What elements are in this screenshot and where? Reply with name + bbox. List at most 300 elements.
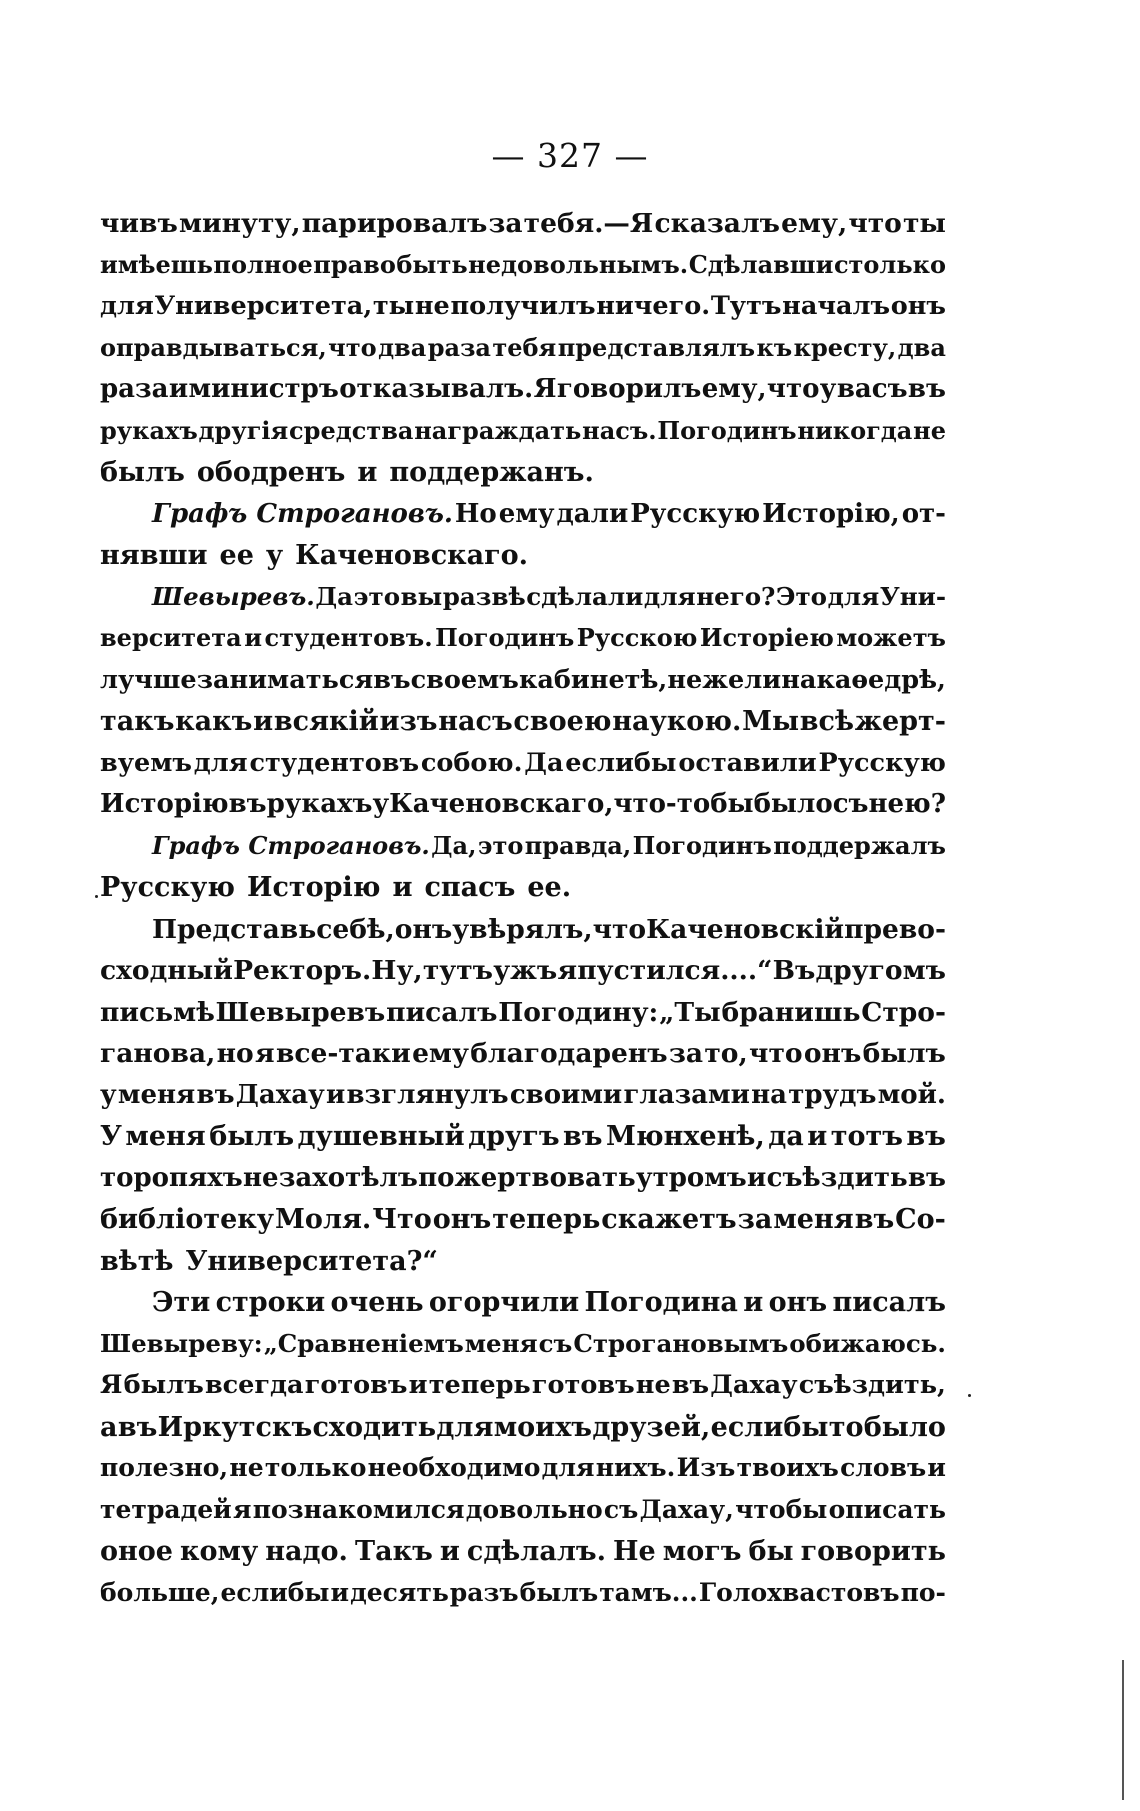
word: вы — [400, 581, 443, 611]
word: другъ — [468, 1121, 560, 1152]
word: Шевыревъ — [215, 996, 386, 1028]
word: больше, — [100, 1577, 220, 1607]
word: утромъ — [635, 1162, 747, 1193]
word: Погодина — [584, 1287, 738, 1318]
text-line — [100, 208, 946, 250]
word: скажетъ — [601, 1204, 737, 1235]
word: оправдываться, — [100, 332, 327, 362]
word: очень — [330, 1287, 424, 1318]
word: говорить — [800, 1536, 946, 1567]
word: Въ — [772, 955, 816, 986]
word: бы — [748, 1536, 794, 1567]
word: награждать — [414, 415, 582, 445]
word: что — [328, 332, 377, 362]
text-line — [100, 831, 946, 873]
word: торопяхъ — [100, 1162, 243, 1193]
word: Я — [100, 1370, 123, 1400]
word: всякій — [273, 706, 379, 737]
word: надо. — [265, 1536, 348, 1567]
word: сходный — [100, 955, 233, 986]
word: съѣздить, — [798, 1370, 946, 1400]
word: Голохвастовъ — [698, 1577, 900, 1607]
word: прево- — [844, 913, 946, 945]
word: благодаренъ — [470, 1038, 668, 1069]
word: увѣрялъ, — [452, 913, 593, 945]
word: описать — [828, 1494, 946, 1524]
word: кресту, — [793, 332, 897, 362]
word: бы — [710, 789, 754, 819]
word: Исторію, — [762, 498, 900, 529]
word: правда, — [524, 830, 632, 860]
word: вѣтѣ — [100, 1245, 174, 1277]
word: Русскою — [576, 623, 698, 652]
word: Исторію — [100, 789, 229, 819]
word: Каченовскаго, — [389, 789, 614, 819]
word: я — [255, 1038, 275, 1069]
word: въ — [373, 664, 411, 695]
word: ему — [498, 498, 555, 529]
word: и — [743, 1287, 764, 1318]
word: что — [749, 1038, 803, 1069]
word: нявши — [100, 540, 208, 571]
word: Русскую — [818, 747, 946, 778]
word: Каченовскій — [646, 913, 845, 945]
word: „Сравненіемъ — [263, 1328, 464, 1358]
word: онъ — [803, 1038, 862, 1069]
word: это — [353, 581, 401, 611]
word: мой. — [877, 1079, 946, 1110]
word: Такъ — [354, 1536, 433, 1567]
word: студентовъ. — [264, 623, 433, 652]
word: своемъ — [410, 664, 519, 695]
word: въ — [671, 1370, 710, 1400]
word: могъ — [662, 1536, 742, 1567]
text-line — [100, 1287, 946, 1329]
word: жерт- — [854, 706, 946, 737]
word: какъ — [175, 706, 253, 737]
word: ты — [372, 291, 415, 321]
word: не — [913, 415, 946, 445]
text-line — [100, 789, 946, 831]
text-line — [100, 1121, 946, 1163]
word: парировалъ — [301, 208, 488, 239]
word: онъ — [394, 913, 453, 945]
word: библіотеку — [100, 1204, 275, 1235]
word: Мы — [742, 706, 800, 737]
speaker-name: Графъ Строгановъ. — [152, 830, 430, 860]
word: меня — [464, 1328, 538, 1358]
word: меня — [117, 1079, 196, 1110]
word: у — [372, 789, 390, 819]
text-line — [100, 540, 946, 582]
text-line — [100, 623, 946, 665]
word: обижаюсь. — [789, 1328, 946, 1358]
word: не — [242, 1162, 279, 1193]
word: былъ — [209, 1121, 295, 1152]
word: и — [168, 374, 189, 404]
word: что — [766, 374, 820, 404]
word: былъ — [862, 1038, 946, 1069]
word: тамъ... — [599, 1577, 698, 1607]
text-line — [100, 1038, 946, 1080]
word: на — [781, 664, 817, 695]
word: Да — [315, 581, 354, 611]
text-line — [100, 1412, 946, 1454]
word: для — [541, 1453, 595, 1482]
word: недовольнымъ. — [468, 249, 689, 279]
word: за — [488, 208, 523, 239]
word: всегда — [204, 1370, 304, 1400]
word: представлялъ — [557, 332, 756, 362]
word: письмѣ — [100, 996, 215, 1028]
word: готовъ — [304, 1370, 408, 1400]
word: Эти — [152, 1287, 211, 1318]
word: Русскую — [630, 498, 761, 529]
word: „Ты — [659, 996, 721, 1028]
word: для — [193, 747, 248, 778]
word: ему, — [781, 208, 848, 239]
word: то, — [704, 1038, 748, 1069]
word: сказалъ — [654, 208, 780, 239]
word: необходимо — [367, 1453, 541, 1482]
word: Ну, — [371, 955, 423, 986]
word: въ — [196, 1079, 235, 1110]
word: Погодинъ — [657, 415, 797, 445]
word: Что — [372, 1204, 432, 1235]
word: Каченовскаго. — [295, 540, 529, 571]
word: Со- — [895, 1204, 946, 1235]
text-line — [100, 457, 946, 499]
word: ганова, — [100, 1038, 216, 1069]
word: тотъ — [830, 1121, 903, 1152]
word: и — [439, 1536, 460, 1567]
word: изъ — [379, 706, 438, 737]
word: нихъ. — [595, 1453, 676, 1482]
word: познакомился — [252, 1494, 465, 1524]
word: Дахау — [710, 1370, 798, 1400]
text-line — [100, 1163, 946, 1205]
word: онъ — [432, 1204, 492, 1235]
word: довольно — [465, 1494, 603, 1524]
word: за — [668, 1038, 704, 1069]
word: онъ — [890, 291, 946, 321]
word: и — [330, 1577, 350, 1607]
word: ободренъ — [196, 457, 346, 488]
word: душевный — [297, 1121, 465, 1152]
word: Строгановымъ — [573, 1328, 789, 1358]
text-line — [100, 1495, 946, 1537]
word: въ — [854, 1204, 895, 1235]
word: заниматься — [196, 664, 374, 695]
word: Русскую — [100, 872, 235, 903]
word: рукахъ — [266, 789, 373, 819]
text-line — [100, 250, 946, 292]
print-speck — [968, 1394, 971, 1397]
word: наукою. — [612, 706, 742, 737]
word: это — [477, 830, 524, 860]
word: полезно, — [100, 1453, 229, 1482]
body-text — [100, 208, 946, 1619]
word: былъ — [519, 1577, 599, 1607]
word: только — [264, 1453, 367, 1482]
word: дали — [556, 498, 629, 529]
word: было — [753, 789, 833, 819]
word: спасъ — [424, 872, 516, 903]
word: отказывалъ. — [339, 374, 534, 404]
word: ему — [412, 1038, 469, 1069]
word: а — [100, 1411, 118, 1443]
text-line — [100, 333, 946, 375]
word: я — [232, 1494, 252, 1524]
word: былъ — [100, 457, 185, 488]
text-line — [100, 291, 946, 333]
word: въ — [228, 789, 267, 819]
word: столько — [833, 249, 946, 279]
word: собою. — [420, 747, 523, 778]
word: и — [927, 1453, 946, 1482]
word: да — [768, 1121, 804, 1152]
word: ничего. — [596, 291, 711, 321]
word: своими — [509, 1079, 623, 1110]
word: Мюнхенѣ, — [606, 1121, 765, 1152]
word: насъ — [438, 706, 513, 737]
text-line — [100, 1536, 946, 1578]
word: еслибы — [565, 747, 677, 778]
word: ужъ — [493, 955, 558, 986]
word: Университета, — [154, 291, 373, 321]
speaker-name: Шевыревъ. — [152, 581, 315, 611]
word: Уни- — [879, 581, 946, 611]
word: и — [747, 1162, 767, 1193]
word: получилъ — [450, 291, 596, 321]
word: для — [436, 1411, 494, 1443]
word: Иркутскъ — [157, 1411, 313, 1443]
text-line — [100, 872, 946, 914]
word: еслибы — [710, 1411, 829, 1443]
word: для — [827, 581, 880, 611]
word: ты — [903, 208, 946, 239]
word: всѣ — [799, 706, 854, 737]
word: насъ. — [582, 415, 657, 445]
word: къ — [756, 332, 793, 362]
word: нею? — [868, 789, 946, 819]
word: съ — [832, 789, 869, 819]
word: у — [100, 1079, 117, 1110]
word: кабинетѣ, — [518, 664, 668, 695]
word: глазами — [623, 1079, 750, 1110]
word: сдѣлалъ. — [466, 1536, 606, 1567]
word: Ректоръ. — [233, 955, 372, 986]
word: въ — [563, 1121, 603, 1152]
word: кому — [180, 1536, 259, 1567]
word: сдѣлали — [526, 581, 644, 611]
word: въ — [907, 1162, 946, 1193]
word: Дахау, — [639, 1494, 734, 1524]
word: тутъ — [422, 955, 493, 986]
word: готовъ — [531, 1370, 635, 1400]
word: ее — [219, 540, 254, 571]
word: раза — [427, 332, 491, 362]
word: Я — [533, 374, 557, 404]
word: и — [325, 1079, 346, 1110]
word: десять — [350, 1577, 449, 1607]
word: что — [848, 208, 902, 239]
word: Да — [524, 747, 564, 778]
word: огорчили — [428, 1287, 580, 1318]
word: за — [737, 1204, 773, 1235]
word: Исторію — [246, 872, 381, 903]
word: средства — [289, 415, 414, 445]
word: и — [253, 706, 274, 737]
word: тебя.—Я — [523, 208, 654, 239]
word: разъ — [449, 1577, 519, 1607]
word: Не — [613, 1536, 656, 1567]
word: Погодинъ — [435, 623, 575, 652]
word: сходить — [312, 1411, 437, 1443]
word: пожертвовать — [418, 1162, 636, 1193]
text-line — [100, 1329, 946, 1371]
word: лучше — [100, 664, 197, 695]
word: можетъ — [836, 623, 946, 652]
word: и — [408, 1370, 428, 1400]
word: У — [100, 1121, 122, 1152]
word: ему, — [701, 374, 767, 404]
word: тетрадей — [100, 1494, 232, 1524]
word: Тутъ — [710, 291, 782, 321]
word: съѣздить — [766, 1162, 908, 1193]
word: не — [229, 1453, 264, 1482]
text-line — [100, 1204, 946, 1246]
word: Исторіею — [699, 623, 834, 652]
word: каѳедрѣ, — [816, 664, 946, 695]
word: студентовъ — [249, 747, 420, 778]
word: Шевыреву: — [100, 1328, 263, 1358]
text-line — [100, 914, 946, 956]
word: от- — [901, 498, 946, 529]
word: оное — [100, 1536, 173, 1567]
page-number: — 327 — — [491, 136, 649, 175]
word: Да, — [431, 830, 477, 860]
text-line — [100, 416, 946, 458]
text-line — [100, 706, 946, 748]
word: Изъ — [676, 1453, 736, 1482]
word: въ — [906, 1121, 946, 1152]
word: онъ — [768, 1287, 828, 1318]
word: другомъ — [815, 955, 946, 986]
word: но — [216, 1038, 254, 1069]
word: для — [643, 581, 696, 611]
word: моихъ — [493, 1411, 593, 1443]
word: рукахъ — [100, 415, 198, 445]
word: еслибы — [220, 1577, 330, 1607]
word: и — [357, 457, 378, 488]
word: у — [265, 540, 284, 571]
word: что — [592, 913, 647, 945]
word: васъ — [836, 374, 908, 404]
word: былъ — [123, 1370, 204, 1400]
text-line — [100, 1453, 946, 1495]
word: оставили — [678, 747, 817, 778]
word: въ — [117, 1411, 158, 1443]
word: поддержанъ. — [389, 457, 594, 488]
word: съ — [538, 1328, 573, 1358]
word: ее. — [527, 872, 572, 903]
word: право — [313, 249, 396, 279]
word: меня — [125, 1121, 206, 1152]
word: себѣ, — [316, 913, 395, 945]
word: писалъ — [832, 1287, 946, 1318]
word: другія — [198, 415, 289, 445]
text-line — [100, 1578, 946, 1620]
word: съ — [603, 1494, 639, 1524]
text-line — [100, 748, 946, 790]
word: теперь — [428, 1370, 531, 1400]
word: на — [751, 1079, 787, 1110]
word: по- — [900, 1577, 946, 1607]
word: бранишь — [721, 996, 861, 1028]
word: Сдѣлавши — [688, 249, 834, 279]
word: взглянулъ — [346, 1079, 509, 1110]
text-line — [100, 499, 946, 541]
word: пустился....“ — [577, 955, 773, 986]
word: меня — [773, 1204, 854, 1235]
word: что-то — [613, 789, 711, 819]
word: своею — [513, 706, 612, 737]
word: развѣ — [442, 581, 526, 611]
print-speck — [95, 895, 98, 898]
word: и — [244, 623, 263, 652]
word: нежели — [667, 664, 782, 695]
word: все-таки — [275, 1038, 411, 1069]
word: твоихъ — [736, 1453, 839, 1482]
word: не — [414, 291, 450, 321]
text-line — [100, 582, 946, 624]
word: у — [819, 374, 837, 404]
word: поддержалъ — [773, 830, 946, 860]
text-line — [100, 665, 946, 707]
word: такъ — [100, 706, 175, 737]
word: то — [828, 1411, 864, 1443]
word: Стро- — [861, 996, 946, 1028]
word: два — [897, 332, 946, 362]
speaker-name: Графъ Строгановъ. — [152, 498, 453, 529]
word: теперь — [492, 1204, 601, 1235]
word: не — [635, 1370, 671, 1400]
word: Это — [775, 581, 827, 611]
word: было — [863, 1411, 946, 1443]
word: Представь — [152, 913, 317, 945]
word: чтобы — [735, 1494, 828, 1524]
scan-edge-line — [1122, 1660, 1124, 1800]
word: тебя — [492, 332, 557, 362]
word: Дахау — [235, 1079, 325, 1110]
text-line — [100, 1246, 946, 1288]
word: него? — [696, 581, 776, 611]
word: друзей, — [592, 1411, 711, 1443]
word: трудъ — [788, 1079, 877, 1110]
text-line — [100, 1080, 946, 1122]
word: минуту, — [178, 208, 301, 239]
word: началъ — [782, 291, 891, 321]
word: быть — [396, 249, 468, 279]
word: никогда — [797, 415, 913, 445]
word: Но — [454, 498, 497, 529]
text-line — [100, 997, 946, 1039]
word: вуемъ — [100, 747, 192, 778]
word: и — [807, 1121, 828, 1152]
word: Погодину: — [498, 996, 659, 1028]
word: для — [100, 291, 154, 321]
